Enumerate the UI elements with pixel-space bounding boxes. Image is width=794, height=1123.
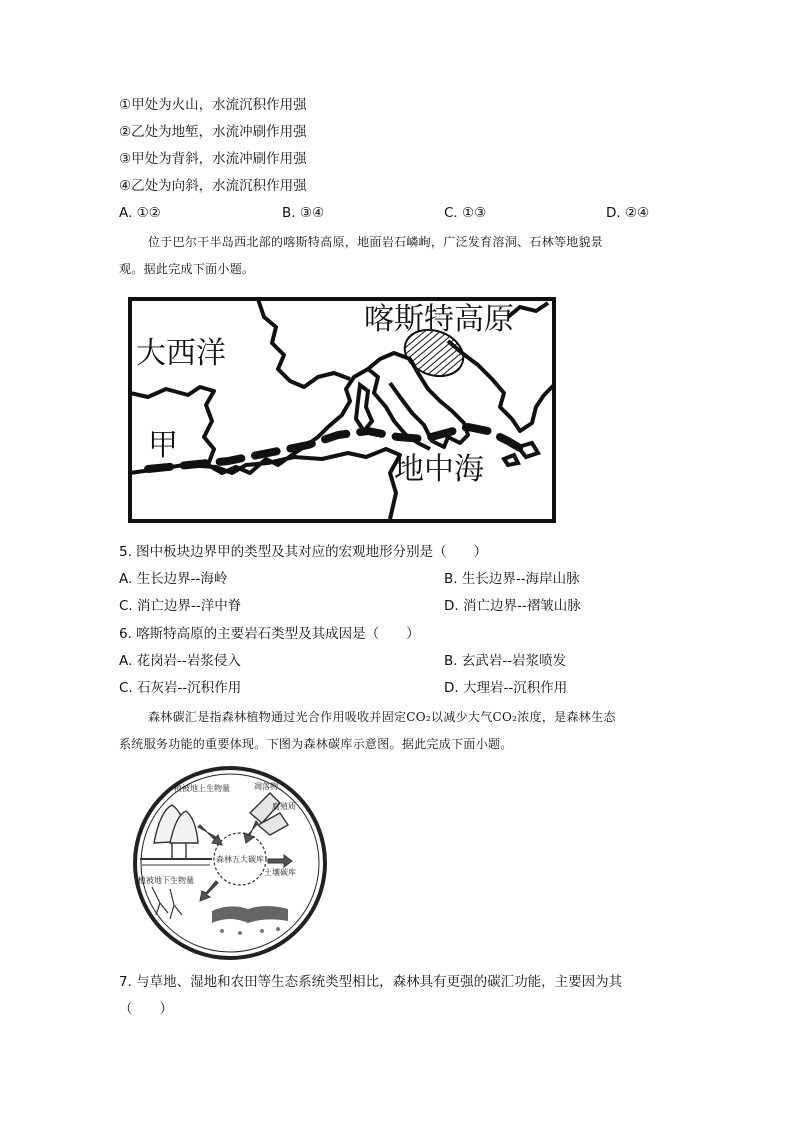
q4-option-c: C. ①③ [444, 205, 487, 221]
label-aboveground-biomass: 植被地上生物量 [174, 784, 230, 793]
passage2-line2: 系统服务功能的重要体现。下图为森林碳库示意图。据此完成下面小题。 [119, 737, 513, 751]
q5-option-b: B. 生长边界--海岸山脉 [444, 571, 580, 587]
label-litter: 凋落物 [254, 782, 278, 791]
forest-carbon-pool-diagram [130, 763, 330, 963]
label-five-carbon-pools: 森林五大碳库 [216, 855, 264, 864]
q5-option-a: A. 生长边界--海岭 [119, 571, 228, 587]
karst-plateau-map [128, 297, 556, 523]
q6-option-b: B. 玄武岩--岩浆喷发 [444, 653, 567, 669]
label-karst-plateau: 喀斯特高原 [364, 302, 514, 337]
label-mediterranean: 地中海 [394, 452, 484, 487]
q6-option-d: D. 大理岩--沉积作用 [444, 680, 568, 696]
q4-option-a: A. ①② [119, 205, 161, 221]
q7-stem-line2: （ ） [119, 1001, 173, 1017]
label-jia: 甲 [148, 428, 178, 463]
q6-option-c: C. 石灰岩--沉积作用 [119, 680, 242, 696]
q4-option-d: D. ②④ [606, 205, 650, 221]
passage1-line2: 观。据此完成下面小题。 [119, 262, 255, 276]
label-belowground-biomass: 植被地下生物量 [138, 876, 194, 885]
q5-stem: 5. 图中板块边界甲的类型及其对应的宏观地形分别是（ ） [119, 544, 488, 560]
label-soil-carbon: 土壤碳库 [264, 868, 296, 877]
statement-3: ③甲处为背斜，水流冲刷作用强 [119, 151, 307, 167]
statement-4: ④乙处为向斜，水流沉积作用强 [119, 178, 307, 194]
statement-2: ②乙处为地堑，水流冲刷作用强 [119, 124, 307, 140]
q5-option-d: D. 消亡边界--褶皱山脉 [444, 598, 581, 614]
q7-stem-line1: 7. 与草地、湿地和农田等生态系统类型相比，森林具有更强的碳汇功能，主要因为其 [119, 974, 623, 990]
q5-option-c: C. 消亡边界--洋中脊 [119, 598, 242, 614]
q4-option-b: B. ③④ [282, 205, 325, 221]
q6-option-a: A. 花岗岩--岩浆侵入 [119, 653, 241, 669]
passage1-line1: 位于巴尔干半岛西北部的喀斯特高原，地面岩石嶙峋，广泛发育溶洞、石林等地貌景 [148, 235, 604, 249]
statement-1: ①甲处为火山，水流沉积作用强 [119, 97, 307, 113]
passage2-line1: 森林碳汇是指森林植物通过光合作用吸收并固定CO₂以减少大气CO₂浓度，是森林生态 [148, 710, 616, 724]
label-humus: 腐殖质 [272, 802, 296, 811]
q6-stem: 6. 喀斯特高原的主要岩石类型及其成因是（ ） [119, 626, 420, 642]
label-atlantic: 大西洋 [136, 336, 226, 371]
